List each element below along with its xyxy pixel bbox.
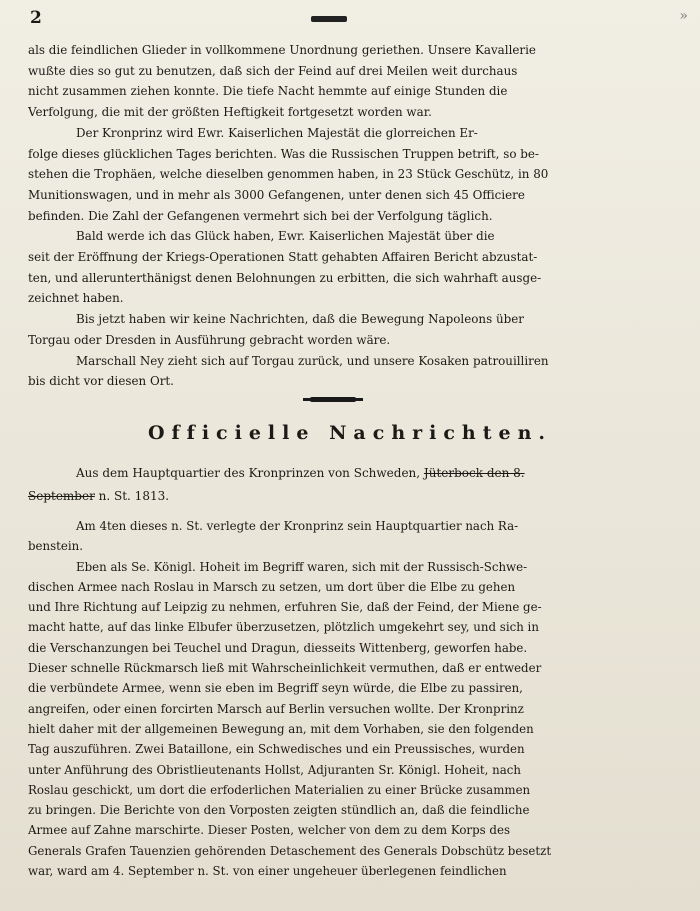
text-line: Generals Grafen Tauenzien gehörenden Detaschement des Generals Dobschütz besetzt xyxy=(28,843,552,858)
paragraph xyxy=(28,40,654,123)
text-line: hielt daher mit der allgemeinen Bewegung an, mit dem Vorhaben, sie den folgenden xyxy=(28,721,534,736)
text-line: zu bringen. Die Berichte von den Vorposten zeigten stündlich an, daß die feindliche xyxy=(28,803,530,818)
text-line: dischen Armee nach Roslau in Marsch zu setzen, um dort über die Elbe zu gehen xyxy=(28,579,516,594)
text-line: wußte dies so gut zu benutzen, daß sich der Feind auf drei Meilen weit durchaus xyxy=(28,63,518,78)
text-line: die Verschanzungen bei Teuchel und Dragun, diesseits Wittenberg, geworfen habe. xyxy=(28,640,528,655)
dateline-line xyxy=(28,462,654,485)
text-line: als die feindlichen Glieder in vollkommene Unordnung geriethen. Unsere Kavallerie xyxy=(28,43,536,57)
header-mark: » xyxy=(679,8,688,24)
text-line: stehen die Trophäen, welche dieselben genommen haben, in 23 Stück Geschütz, in 80 xyxy=(28,167,549,182)
section-divider xyxy=(310,397,356,402)
text-line: und Ihre Richtung auf Leipzig zu nehmen, erfuhren Sie, daß der Feind, der Miene ge- xyxy=(28,600,542,615)
text-line: Armee auf Zahne marschirte. Dieser Posten, welcher von dem zu dem Korps des xyxy=(28,823,511,838)
text-line: unter Anführung des Obristlieutenants Hollst, Adjuranten Sr. Königl. Hoheit, nach xyxy=(28,762,521,777)
page-number: 2 xyxy=(30,8,42,28)
text-line: Bald werde ich das Glück haben, Ewr. Kaiserlichen Majestät über die xyxy=(76,229,495,244)
text-line: benstein. xyxy=(28,539,84,554)
text-line: war, ward am 4. September n. St. von einer ungeheuer überlegenen feindlichen xyxy=(28,864,507,879)
text-line: Der Kronprinz wird Ewr. Kaiserlichen Majestät die glorreichen Er- xyxy=(76,125,478,140)
paragraph xyxy=(28,557,654,882)
dateline-struck-text: September xyxy=(28,489,95,503)
text-line: bis dicht vor diesen Ort. xyxy=(28,374,174,389)
text-line: angreifen, oder einen forcirten Marsch auf Berlin versuchen wollte. Der Kronprinz xyxy=(28,701,524,716)
text-line: die verbündete Armee, wenn sie eben im Begriff seyn würde, die Elbe zu passiren, xyxy=(28,681,523,696)
text-line: macht hatte, auf das linke Elbufer überzusetzen, plötzlich umgekehrt sey, und sich in xyxy=(28,620,539,635)
section-heading: Officielle Nachrichten. xyxy=(147,422,553,444)
dateline-text: n. St. 1813. xyxy=(98,489,170,503)
dateline-line xyxy=(28,489,169,503)
paragraph xyxy=(28,309,654,350)
paragraph xyxy=(28,123,654,227)
text-line: ten, und allerunterthänigst denen Belohnungen zu erbitten, die sich wahrhaft ausge- xyxy=(28,270,542,285)
text-line: befinden. Die Zahl der Gefangenen vermehrt sich bei der Verfolgung täglich. xyxy=(28,208,493,223)
text-line: Eben als Se. Königl. Hoheit im Begriff waren, sich mit der Russisch-Schwe- xyxy=(76,559,528,574)
text-line: Marschall Ney zieht sich auf Torgau zurück, und unsere Kosaken patrouilliren xyxy=(76,353,549,368)
dateline xyxy=(28,462,654,508)
text-line: folge dieses glücklichen Tages berichten. Was die Russischen Truppen betrift, so be- xyxy=(28,146,539,161)
text-line: Am 4ten dieses n. St. verlegte der Kronprinz sein Hauptquartier nach Ra- xyxy=(76,519,519,533)
report-continuation xyxy=(28,40,654,392)
dateline-text: Aus dem Hauptquartier des Kronprinzen von Schweden, xyxy=(76,466,421,480)
text-line: Verfolgung, die mit der größten Heftigkeit fortgesetzt worden war. xyxy=(28,105,432,120)
text-line: nicht zusammen ziehen konnte. Die tiefe Nacht hemmte auf einige Stunden die xyxy=(28,84,508,99)
paragraph xyxy=(28,516,654,557)
text-line: Munitionswagen, und in mehr als 3000 Gefangenen, unter denen sich 45 Officiere xyxy=(28,187,525,202)
paragraph xyxy=(28,351,654,392)
text-line: seit der Eröffnung der Kriegs-Operationen Statt gehabten Affairen Bericht abzustat- xyxy=(28,250,538,265)
page-header xyxy=(0,0,700,40)
text-line: Bis jetzt haben wir keine Nachrichten, daß die Bewegung Napoleons über xyxy=(76,312,524,327)
text-line: Tag auszuführen. Zwei Bataillone, ein Schwedisches und ein Preussisches, wurden xyxy=(28,742,525,757)
official-news-body xyxy=(28,516,654,881)
header-ornament-rule xyxy=(311,16,347,22)
text-line: Dieser schnelle Rückmarsch ließ mit Wahrscheinlichkeit vermuthen, daß er entweder xyxy=(28,661,542,676)
text-line: Roslau geschickt, um dort die erfoderlichen Materialien zu einer Brücke zusammen xyxy=(28,782,531,797)
paragraph xyxy=(28,226,654,309)
text-line: zeichnet haben. xyxy=(28,291,124,306)
dateline-struck-text: Jüterbock den 8. xyxy=(423,466,525,480)
text-line: Torgau oder Dresden in Ausführung gebracht worden wäre. xyxy=(28,332,391,347)
